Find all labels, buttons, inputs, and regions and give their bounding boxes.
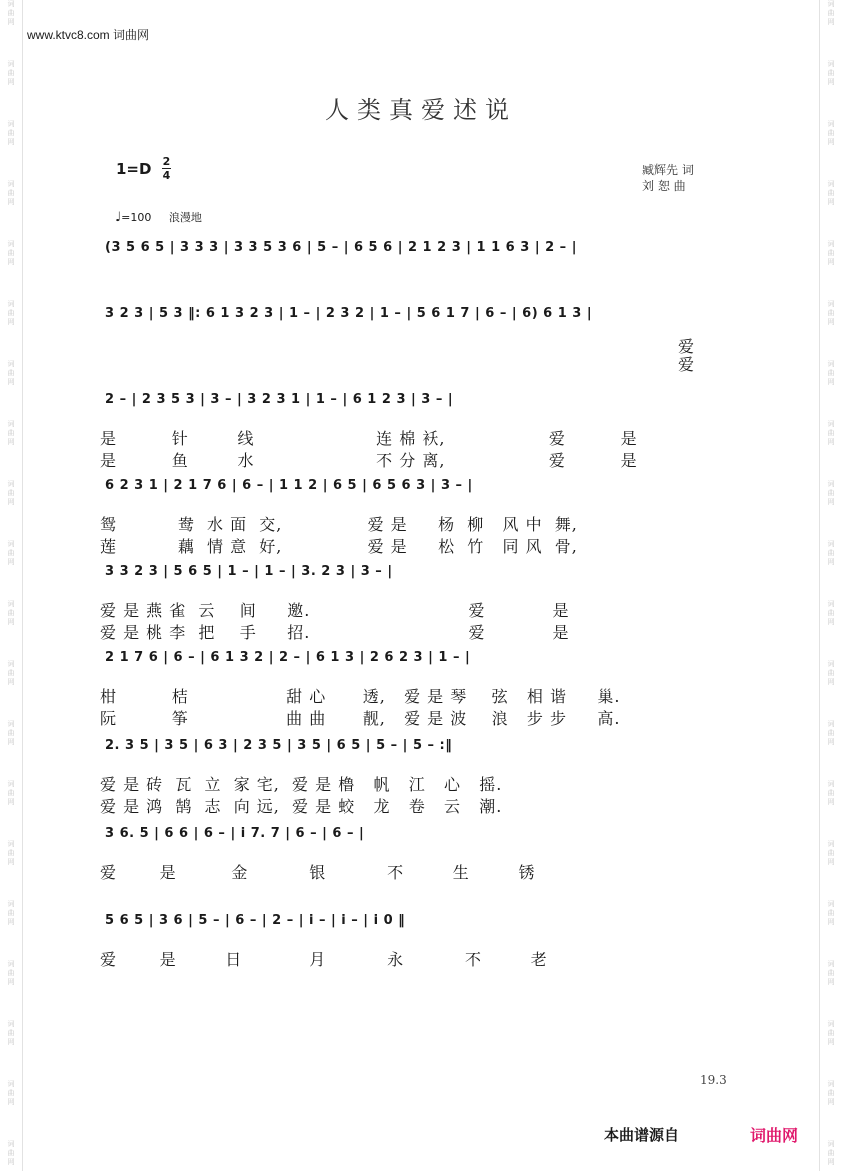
score-line — [105, 730, 745, 762]
jianpu-notes: 3 6. 5 | 6 6 | 6 – | i 7. 7 | 6 – | 6 – | — [105, 826, 365, 841]
page-number: 19.3 — [700, 1073, 727, 1087]
lyric-line: 爱 是 金 银 不 生 锈 — [100, 863, 536, 882]
jianpu-notes: (3 5 6 5 | 3 3 3 | 3 3 5 3 6 | 5 – | 6 5 6 | 2 1 2 3 | 1 1 6 3 | 2 – | — [105, 240, 577, 255]
lyric-line: 是 针 线 连 棉 袄, 爱 是 — [100, 429, 638, 448]
lyric-line: 爱 是 砖 瓦 立 家 宅, 爱 是 橹 帆 江 心 摇. — [100, 775, 503, 794]
watermark-mark: 词 曲 网 — [7, 60, 15, 86]
lyric-line: 爱 是 日 月 永 不 老 — [100, 950, 548, 969]
jianpu-notes: 5 6 5 | 3 6 | 5 – | 6 – | 2 – | i – | i – | i 0 ‖ — [105, 913, 406, 928]
quarter-note-icon: ♩ — [115, 210, 122, 225]
watermark-mark: 词 曲 网 — [7, 1020, 15, 1046]
credits — [642, 162, 694, 194]
tempo-marking — [115, 209, 202, 225]
watermark-mark: 词 曲 网 — [827, 300, 835, 326]
score-line — [105, 384, 745, 416]
lyric-line: 爱 是 燕 雀 云 间 邀. 爱 是 — [100, 601, 570, 620]
watermark-mark: 词 曲 网 — [827, 420, 835, 446]
watermark-mark: 词 曲 网 — [827, 60, 835, 86]
watermark-mark: 词 曲 网 — [7, 0, 15, 26]
watermark-mark: 词 曲 网 — [827, 720, 835, 746]
song-title: 人类真爱述说 — [325, 96, 517, 124]
jianpu-notes: 3 2 3 | 5 3 ‖: 6 1 3 2 3 | 1 – | 2 3 2 | 1 – | 5 6 1 7 | 6 – | 6) 6 1 3 | — [105, 306, 593, 321]
key-signature: 1=D — [116, 160, 152, 178]
watermark-mark: 词 曲 网 — [827, 120, 835, 146]
footer-brand-link[interactable]: 词曲网 — [750, 1126, 799, 1145]
lyric-line: 柑 桔 甜 心 透, 爱 是 琴 弦 相 谐 巢. — [100, 687, 621, 706]
watermark-mark: 词 曲 网 — [7, 900, 15, 926]
watermark-mark: 词 曲 网 — [827, 360, 835, 386]
site-url[interactable]: www.ktvc8.com 词曲网 — [27, 28, 150, 42]
meter-top: 2 — [162, 155, 171, 168]
watermark-mark: 词 曲 网 — [7, 360, 15, 386]
score-line — [105, 232, 745, 264]
watermark-mark: 词 曲 网 — [827, 1140, 835, 1166]
footer-source-text: 本曲谱源自 — [604, 1126, 680, 1144]
score-line — [105, 642, 745, 674]
jianpu-notes: 2 1 7 6 | 6 – | 6 1 3 2 | 2 – | 6 1 3 | 2 6 2 3 | 1 – | — [105, 650, 471, 665]
watermark-mark: 词 曲 网 — [827, 180, 835, 206]
jianpu-notes: 3 3 2 3 | 5 6 5 | 1 – | 1 – | 3. 2 3 | 3 – | — [105, 564, 393, 579]
tempo-value: =100 — [121, 211, 152, 224]
watermark-mark: 词 曲 网 — [7, 660, 15, 686]
jianpu-notes: 6 2 3 1 | 2 1 7 6 | 6 – | 1 1 2 | 6 5 | 6 5 6 3 | 3 – | — [105, 478, 473, 493]
watermark-mark: 词 曲 网 — [7, 600, 15, 626]
left-watermark-strip — [0, 0, 23, 1171]
watermark-mark: 词 曲 网 — [827, 960, 835, 986]
watermark-mark: 词 曲 网 — [827, 0, 835, 26]
score-line — [105, 818, 745, 850]
lyric-line: 爱 — [678, 337, 696, 356]
lyric-line: 鸳 鸯 水 面 交, 爱 是 杨 柳 风 中 舞, — [100, 515, 578, 534]
jianpu-notes: 2 – | 2 3 5 3 | 3 – | 3 2 3 1 | 1 – | 6 1 2 3 | 3 – | — [105, 392, 454, 407]
lyric-line: 爱 是 鸿 鹄 志 向 远, 爱 是 蛟 龙 卷 云 潮. — [100, 797, 503, 816]
time-signature — [162, 156, 171, 181]
expression-marking: 浪漫地 — [168, 211, 202, 224]
watermark-mark: 词 曲 网 — [827, 900, 835, 926]
watermark-mark: 词 曲 网 — [827, 1080, 835, 1106]
watermark-mark: 词 曲 网 — [827, 780, 835, 806]
watermark-mark: 词 曲 网 — [7, 1140, 15, 1166]
lyricist: 臧辉先 词 — [642, 163, 694, 177]
watermark-mark: 词 曲 网 — [827, 660, 835, 686]
score-line — [105, 556, 745, 588]
watermark-mark: 词 曲 网 — [7, 780, 15, 806]
composer: 刘 恕 曲 — [642, 179, 686, 193]
watermark-mark: 词 曲 网 — [7, 720, 15, 746]
meter-bottom: 4 — [162, 169, 171, 182]
watermark-mark: 词 曲 网 — [827, 540, 835, 566]
watermark-mark: 词 曲 网 — [7, 180, 15, 206]
watermark-mark: 词 曲 网 — [7, 300, 15, 326]
watermark-mark: 词 曲 网 — [827, 480, 835, 506]
right-watermark-strip — [819, 0, 842, 1171]
score-line — [105, 905, 745, 937]
score-line — [105, 470, 745, 502]
watermark-mark: 词 曲 网 — [7, 480, 15, 506]
score-line — [105, 298, 745, 330]
watermark-mark: 词 曲 网 — [7, 120, 15, 146]
lyric-line: 爱 是 桃 李 把 手 招. 爱 是 — [100, 623, 570, 642]
watermark-mark: 词 曲 网 — [827, 840, 835, 866]
lyric-line: 是 鱼 水 不 分 离, 爱 是 — [100, 451, 638, 470]
jianpu-notes: 2. 3 5 | 3 5 | 6 3 | 2 3 5 | 3 5 | 6 5 | 5 – | 5 – :‖ — [105, 738, 453, 753]
watermark-mark: 词 曲 网 — [7, 840, 15, 866]
watermark-mark: 词 曲 网 — [827, 1020, 835, 1046]
lyric-line: 莲 藕 情 意 好, 爱 是 松 竹 同 风 骨, — [100, 537, 578, 556]
watermark-mark: 词 曲 网 — [7, 240, 15, 266]
lyric-line: 阮 筝 曲 曲 靓, 爱 是 波 浪 步 步 高. — [100, 709, 621, 728]
watermark-mark: 词 曲 网 — [7, 1080, 15, 1106]
watermark-mark: 词 曲 网 — [827, 240, 835, 266]
lyric-line: 爱 — [678, 355, 696, 374]
watermark-mark: 词 曲 网 — [7, 960, 15, 986]
watermark-mark: 词 曲 网 — [827, 600, 835, 626]
watermark-mark: 词 曲 网 — [7, 420, 15, 446]
watermark-mark: 词 曲 网 — [7, 540, 15, 566]
